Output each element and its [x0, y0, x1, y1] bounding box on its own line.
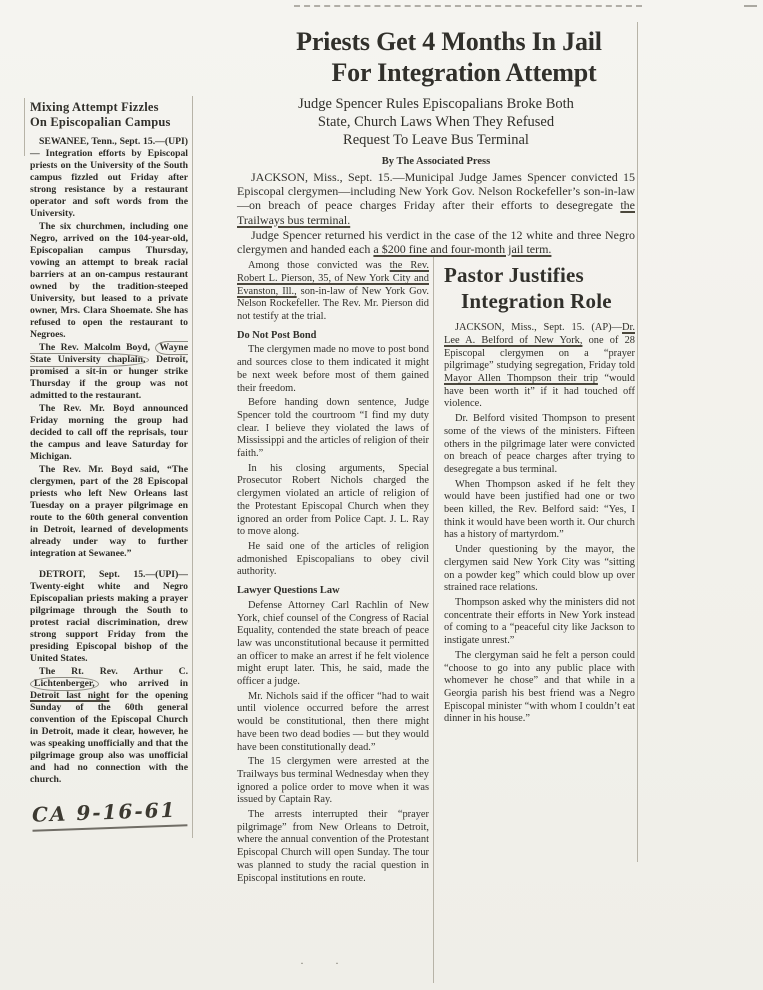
subheadline-line1: Judge Spencer Rules Episcopalians Broke Both	[298, 96, 574, 112]
left-news-clipping	[30, 100, 188, 829]
pen-underlined-text: Dr. Lee A. Belford of New York,	[444, 322, 635, 346]
article-paragraph: Mr. Nichols said if the officer “had to wait until violence occurred before the arrest would be constitutional, then there might have been two dead bodies — but they would have been constitutionally dead.”	[237, 690, 429, 753]
article-paragraph: Thompson asked why the ministers did not concentrate their efforts in New York instead of coming to a “peaceful city like Jackson to instigate unrest.”	[444, 596, 635, 647]
article-paragraph: The six churchmen, including one Negro, arrived on the 104-year-old, Episcopalian campus Thursday, vowing an attempt to break racial barriers at an on-campus restaurant owned by the tradition-steeped University, but leased to a private owner, Mrs. Clara Shoemate. She has refused to open the restaurant to Negroes.	[30, 221, 188, 340]
main-headline-line1: Priests Get 4 Months In Jail	[296, 27, 602, 56]
column-rule-left-clipping	[192, 96, 193, 838]
crosshead: Lawyer Questions Law	[237, 585, 340, 597]
column-rule-left-edge	[24, 98, 25, 156]
pen-underlined-text: a $200 fine and four-month jail term.	[373, 242, 552, 257]
article-paragraph: Under questioning by the mayor, the clergymen said New York City was “sitting on a powder keg” which could blow up over strained race relations.	[444, 544, 635, 594]
paragraph-text: who arrived in	[98, 678, 188, 689]
pen-underlined-text: the Trailways bus terminal.	[237, 198, 635, 227]
paragraph-text: Detroit, promised a sit-in or hunger strike Thursday if the group was not admitted to the restaurant.	[30, 354, 188, 401]
side-article-headline	[444, 262, 635, 314]
subheadline-line2: State, Church Laws When They Refused	[317, 114, 555, 130]
clipping-headline	[30, 100, 188, 130]
article-paragraph: The clergymen made no move to post bond and sources close to them indicated it might be next week before most of them gained their freedom.	[237, 344, 429, 394]
article-paragraph	[237, 228, 635, 256]
clipping-headline-line2: On Episcopalian Campus	[30, 115, 171, 129]
article-paragraph	[444, 322, 635, 411]
article-paragraph: The clergyman said he felt a person could “choose to go into any public place with whomever he chose” and that while in a Georgia parish his best friend was a Negro Episcopal minister “with whom I couldn’t eat dinner in his house.”	[444, 649, 635, 725]
main-article-column	[237, 260, 429, 887]
pen-circled-text: Wayne State University chaplain,	[30, 342, 188, 365]
article-paragraph: The 15 clergymen were arrested at the Trailways bus terminal Wednesday when they ignored a police order to move when it was issued by Captain Ray.	[237, 756, 429, 806]
main-headline	[237, 26, 635, 88]
article-paragraph: The Rev. Mr. Boyd said, “The clergymen, part of the 28 Episcopal priests who left New Orleans last Tuesday on a prayer pilgrimage en route to the 60th general convention in Detroit, learned of developments already under way to further integration at Sewanee.”	[30, 464, 188, 559]
top-edge-tick-mark	[744, 5, 757, 7]
article-paragraph: In his closing arguments, Special Prosecutor Robert Nichols charged the clergymen violated an article of religion of the Protestant Episcopal Church when they ignored an order from Police Capt. J. L. Ray to move along.	[237, 462, 429, 538]
article-paragraph	[237, 170, 635, 227]
handwritten-date: CA 9-16-61	[32, 797, 188, 831]
column-rule-right-edge	[637, 22, 638, 862]
pen-underlined-text: the Rev. Robert L. Pierson, 35, of New York City and Evanston, Ill.,	[237, 260, 430, 297]
article-paragraph	[30, 666, 188, 786]
scan-artifact-dots: · ·	[300, 956, 353, 970]
main-news-clipping	[237, 26, 635, 887]
crosshead: Do Not Post Bond	[237, 329, 317, 341]
pen-underlined-text: Detroit last night	[30, 690, 110, 701]
paragraph-text: The Rev. Malcolm Boyd,	[39, 342, 156, 353]
article-paragraph: SEWANEE, Tenn., Sept. 15.—(UPI)— Integration efforts by Episcopal priests on the University of the South campus fizzled out Friday after strong resistance by a restaurant operator and soft words from the University.	[30, 136, 188, 219]
side-headline-line1: Pastor Justifies	[444, 263, 584, 288]
lead-paragraphs	[237, 170, 635, 256]
article-paragraph: When Thompson asked if he felt they would have been justified had one or two been killed, the Rev. Belford said: “Yes, I think it would have been worth it. Our church has a history of martyrdom.”	[444, 478, 635, 541]
side-news-clipping	[444, 260, 635, 887]
paragraph-text: for the opening Sunday of the 60th general convention of the Episcopal Church in Detroit, made it clear, however, he was speaking unofficially and that the pilgrimage group also was unofficial and had no connection with the church.	[30, 690, 188, 785]
article-columns	[237, 260, 635, 887]
side-headline-line2: Integration Role	[461, 289, 612, 314]
article-paragraph: The Rev. Mr. Boyd announced Friday morning the group had decided to call off the reprisals, tour the campus and leave Saturday for Michigan.	[30, 403, 188, 462]
paragraph-text: son-in-law of New York Gov. Nelson Rockefeller. The Rev. Mr. Pierson did not testify at the trial.	[237, 285, 429, 323]
top-edge-dashed-mark	[294, 5, 642, 7]
article-paragraph	[30, 342, 188, 402]
subheadline	[237, 95, 635, 149]
paragraph-text: JACKSON, Miss., Sept. 15. (AP)—	[455, 322, 622, 334]
pen-underlined-text: Mayor Allen Thompson their trip	[444, 373, 598, 385]
paragraph-text: JACKSON, Miss., Sept. 15.—Municipal Judge James Spencer convicted 15 Episcopal clergymen—including New York Gov. Nelson Rockefeller’s son-in-law—on breach of peace charges Friday after their efforts to desegregate	[237, 170, 635, 213]
paragraph-text: Judge Spencer returned his verdict in the case of the 12 white and three Negro clergymen and handed each	[237, 227, 635, 257]
paragraph-text: “would have been worth it” if it had touched off violence.	[444, 373, 636, 410]
subheadline-line3: Request To Leave Bus Terminal	[343, 132, 529, 148]
article-paragraph: He said one of the articles of religion admonished Episcopalians to obey civil authority.	[237, 540, 429, 578]
article-paragraph: Defense Attorney Carl Rachlin of New York, chief counsel of the Congress of Racial Equality, contended the state breach of peace law was unconstitutional because it permitted an officer to make an arrest if he felt violence might erupt later. This, he said, made the officer a judge.	[237, 599, 429, 688]
article-paragraph	[237, 260, 429, 324]
paragraph-text: The Rt. Rev. Arthur C.	[39, 666, 188, 677]
paragraph-text: one of 28 Episcopal clergymen on a “prayer pilgrimage” studying segregation, Friday told	[444, 334, 635, 372]
clipping-headline-line1: Mixing Attempt Fizzles	[30, 100, 159, 114]
article-paragraph: Before handing down sentence, Judge Spencer told the courtroom “I find my duty clear. I believe they violated the laws of Mississippi and the articles of religion of their faith.”	[237, 397, 429, 460]
article-paragraph: The arrests interrupted their “prayer pilgrimage” from New Orleans to Detroit, where the annual convention of the Protestant Episcopal Church will open Sunday. The tour was planned to study the racial question in Episcopal institutions en route.	[237, 809, 429, 884]
handwritten-annotation	[30, 797, 188, 829]
paragraph-text: Among those convicted was	[248, 260, 390, 272]
main-headline-line2: For Integration Attempt	[331, 58, 597, 87]
article-paragraph: DETROIT, Sept. 15.—(UPI)—Twenty-eight white and Negro Episcopalian priests making a prayer pilgrimage through the South to protest racial discrimination, drew strong support Friday from the presiding Episcopal bishop of the United States.	[30, 569, 188, 664]
article-paragraph: Dr. Belford visited Thompson to present some of the views of the ministers. Fifteen others in the pilgrimage later were convicted on breach of peace charges after trying to desegregate a bus terminal.	[444, 413, 635, 475]
pen-circled-text: Lichtenberger,	[30, 677, 99, 691]
byline: By The Associated Press	[381, 156, 491, 167]
